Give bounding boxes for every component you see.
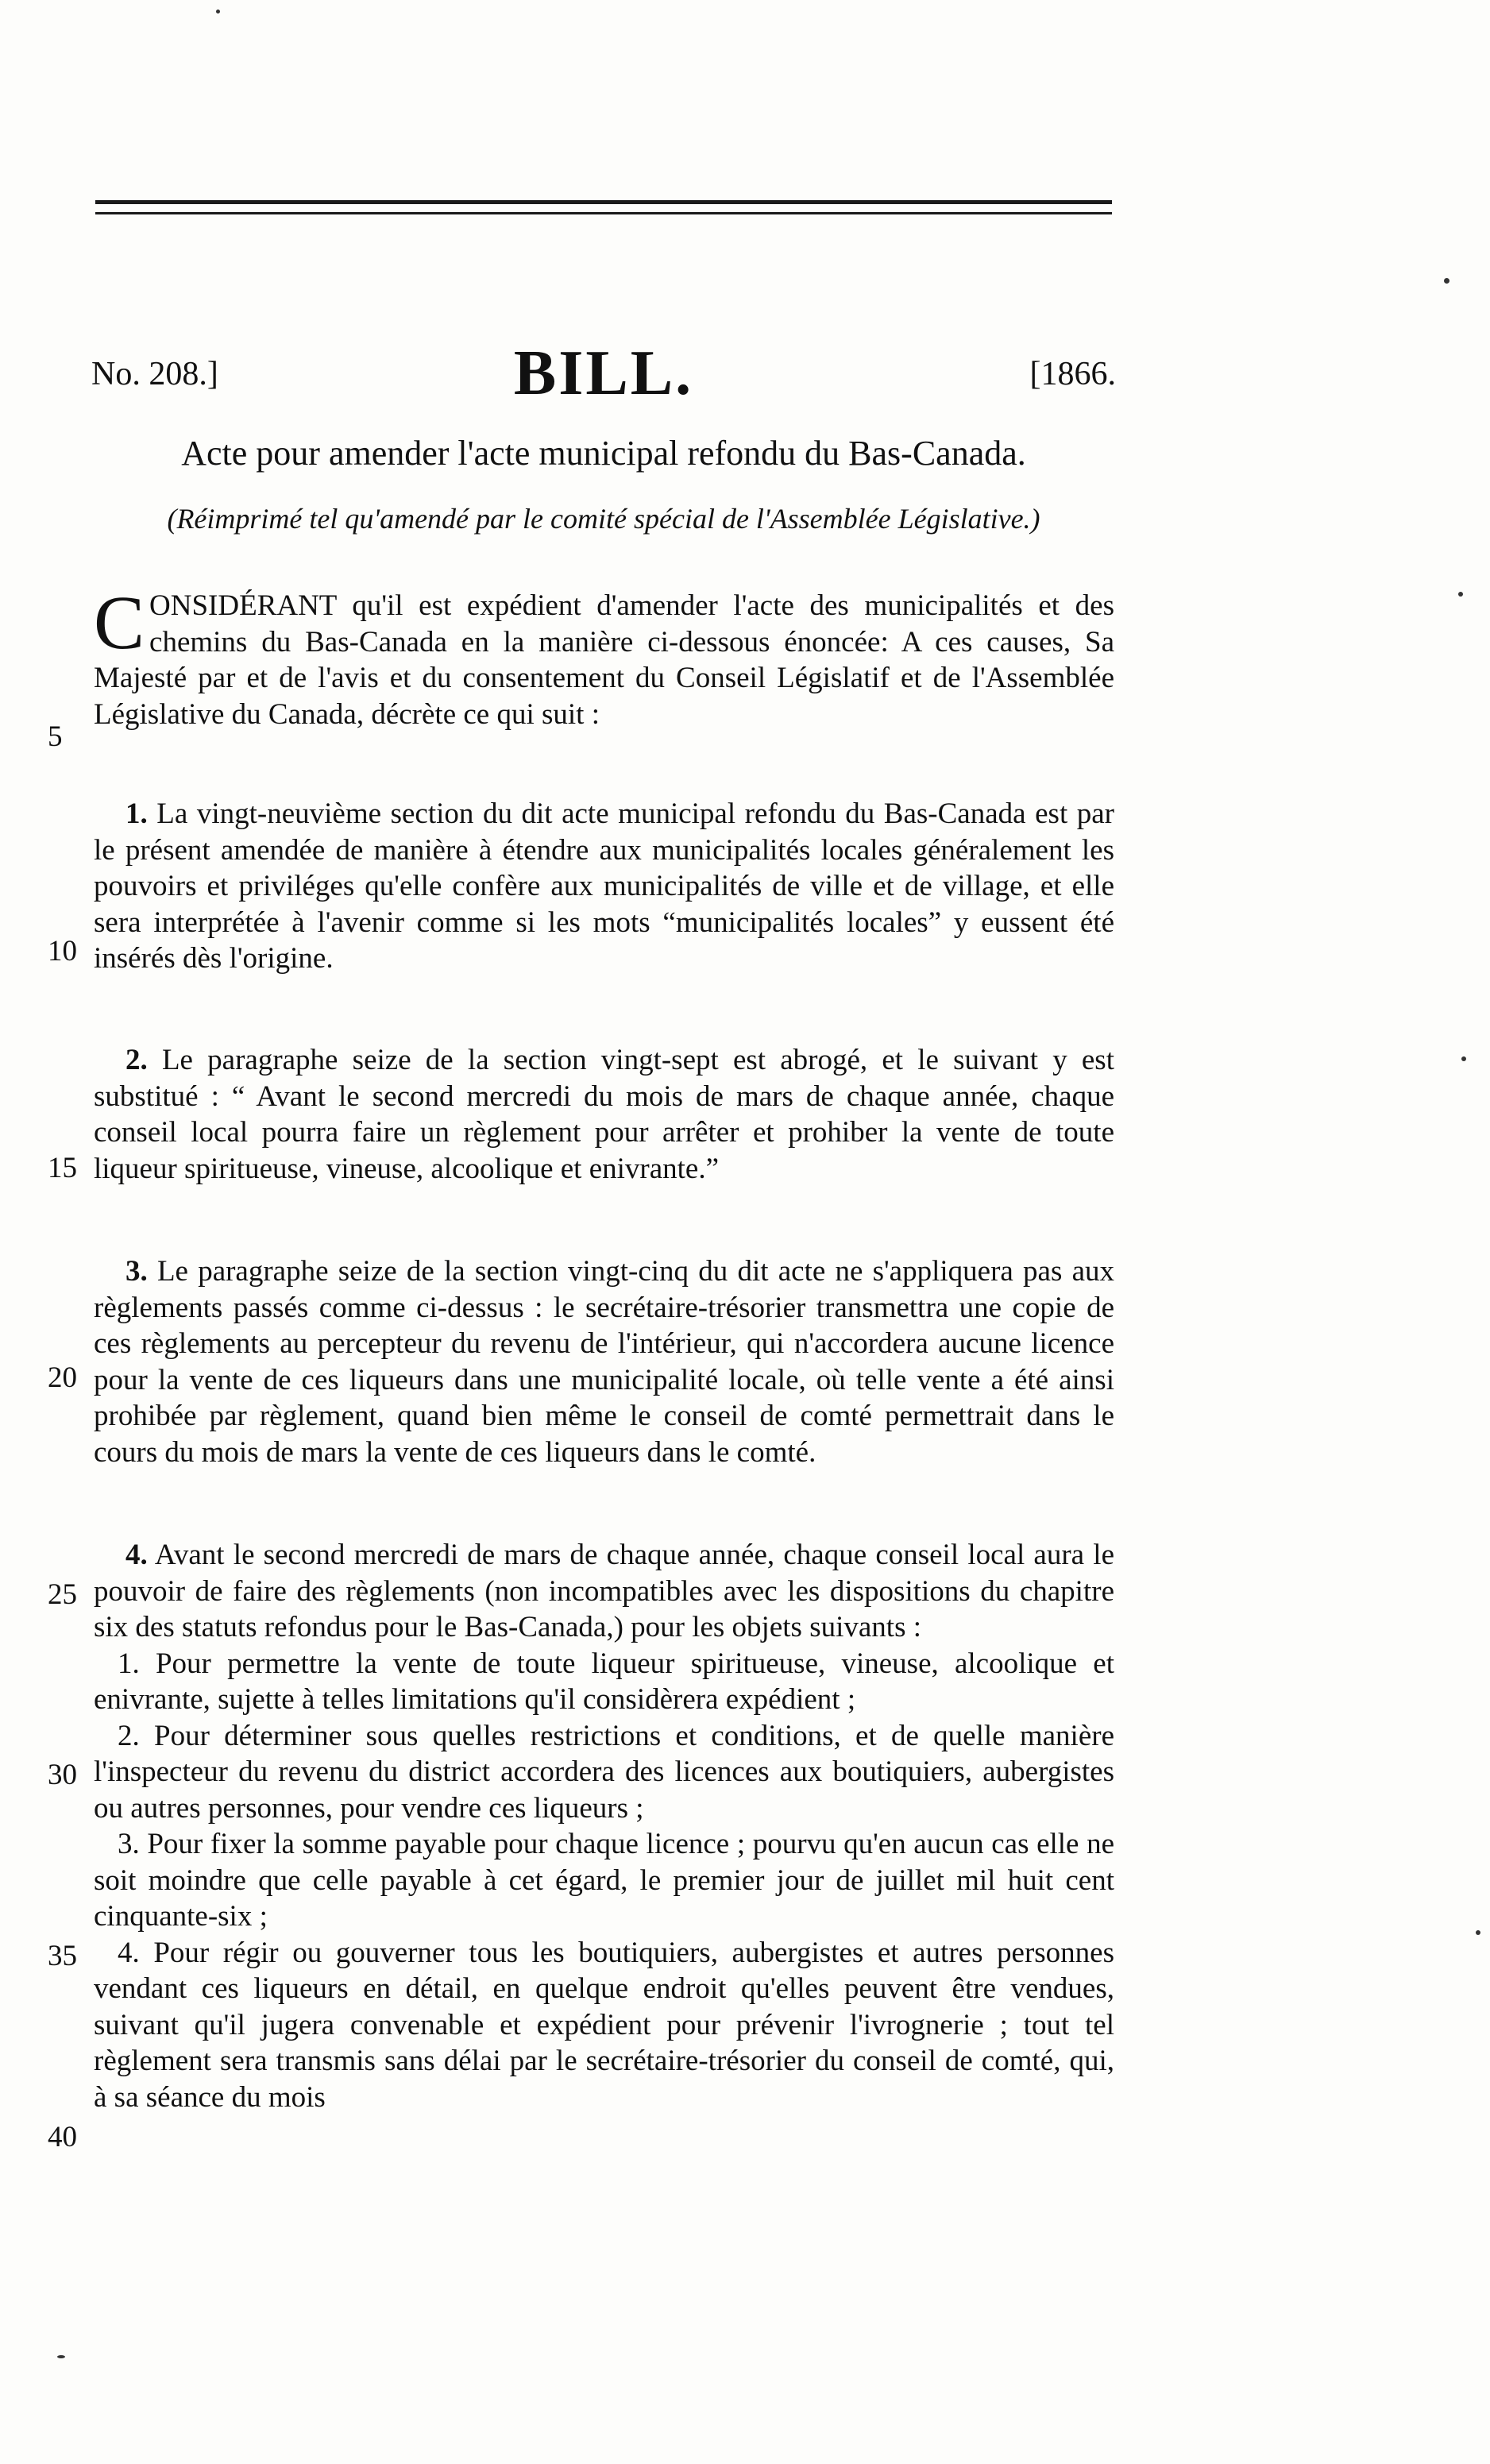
section-3	[94, 1253, 1114, 1470]
list-item: 2. Pour déterminer sous quelles restrictions et conditions, et de quelle manière l'inspecteur du revenu du district accordera des licences aux boutiquiers, aubergistes ou autres personnes, pour vendre ces liqueurs ;	[94, 1719, 1114, 1825]
bill-number: No. 208.]	[91, 356, 218, 392]
scan-speck	[1444, 278, 1449, 284]
line-number: 20	[48, 1361, 77, 1394]
reprint-note: (Réimprimé tel qu'amendé par le comité spécial de l'Assemblée Législative.)	[167, 503, 1040, 535]
line-number: 35	[48, 1940, 77, 1972]
act-title: Acte pour amender l'acte municipal refondu du Bas-Canada.	[181, 434, 1026, 473]
section-number: 1.	[125, 798, 148, 830]
line-number: 25	[48, 1578, 77, 1611]
section-text: La vingt-neuvième section du dit acte municipal refondu du Bas-Canada est par le présent amendée de manière à étendre aux municipalités locales généralement les pouvoirs et priviléges qu'elle confère aux municipalités de ville et de village, et elle sera interprétée à l'avenir comme si les mots “municipalités locales” y eussent été insérés dès l'origine.	[94, 798, 1114, 975]
section-1	[94, 796, 1114, 977]
line-number: 5	[48, 720, 63, 753]
scan-speck	[57, 2355, 65, 2358]
header-rule	[95, 200, 1112, 214]
section-4	[94, 1537, 1114, 2115]
bill-heading: BILL.	[513, 338, 694, 408]
preamble	[94, 580, 1114, 732]
list-item: 4. Pour régir ou gouverner tous les boutiquiers, aubergistes et autres personnes vendant ces liqueurs en détail, en quelque endroit qu'elles peuvent être vendues, suivant qu'il jugera convenable et expédient pour prévenir l'ivrognerie ; tout tel règlement sera transmis sans délai par le secrétaire-trésorier du conseil de comté, qui, à sa séance du mois	[94, 1936, 1114, 2114]
list-item: 3. Pour fixer la somme payable pour chaque licence ; pourvu qu'en aucun cas elle ne soit moindre que celle payable à cet égard, le premier jour de juillet mil huit cent cinquante-six ;	[94, 1828, 1114, 1933]
section-text: Le paragraphe seize de la section vingt-cinq du dit acte ne s'appliquera pas aux règlements passés comme ci-dessus : le secrétaire-trésorier transmettra une copie de ces règlements au percepteur du revenu de l'intérieur, qui n'accordera aucune licence pour la vente de ces liqueurs dans une municipalité locale, où telle vente a été ainsi prohibée par règlement, quand bien même le conseil de comté permettrait dans le cours du mois de mars la vente de ces liqueurs dans le comté.	[94, 1255, 1114, 1469]
bill-year: [1866.	[1029, 356, 1116, 392]
preamble-dropcap: C	[94, 580, 145, 665]
bill-header	[91, 338, 1116, 417]
line-number: 30	[48, 1759, 77, 1791]
section-number: 3.	[125, 1255, 148, 1288]
section-2	[94, 1042, 1114, 1187]
line-number: 40	[48, 2121, 77, 2153]
list-item: 1. Pour permettre la vente de toute liqueur spiritueuse, vineuse, alcoolique et enivrante, sujette à telles limitations qu'il considèrera expédient ;	[94, 1647, 1114, 1716]
scan-speck	[1461, 1056, 1466, 1061]
section-text: Avant le second mercredi de mars de chaque année, chaque conseil local aura le pouvoir de faire des règlements (non incompatibles avec les dispositions du chapitre six des statuts refondus pour le Bas-Canada,) pour les objets suivants :	[94, 1539, 1114, 1643]
section-text: Le paragraphe seize de la section vingt-sept est abrogé, et le suivant y est substitué : “ Avant le second mercredi du mois de mars de chaque année, chaque conseil local pourra faire un règlement pour arrêter et prohiber la vente de toute liqueur spiritueuse, vineuse, alcoolique et enivrante.”	[94, 1044, 1114, 1185]
scan-speck	[216, 10, 220, 14]
scan-speck	[1458, 592, 1463, 597]
rule-thin	[95, 212, 1112, 214]
line-number: 10	[48, 935, 77, 967]
section-number: 4.	[125, 1539, 148, 1571]
line-number: 15	[48, 1152, 77, 1184]
scan-speck	[1476, 1930, 1480, 1935]
preamble-text: ONSIDÉRANT qu'il est expédient d'amender l'acte des municipalités et des chemins du Bas-Canada en la manière ci-dessous énoncée: A ces causes, Sa Majesté par et de l'avis et du consentement du Conseil Législatif et de l'Assemblée Législative du Canada, décrète ce qui suit :	[94, 589, 1114, 731]
section-number: 2.	[125, 1044, 148, 1076]
rule-thick	[95, 200, 1112, 204]
